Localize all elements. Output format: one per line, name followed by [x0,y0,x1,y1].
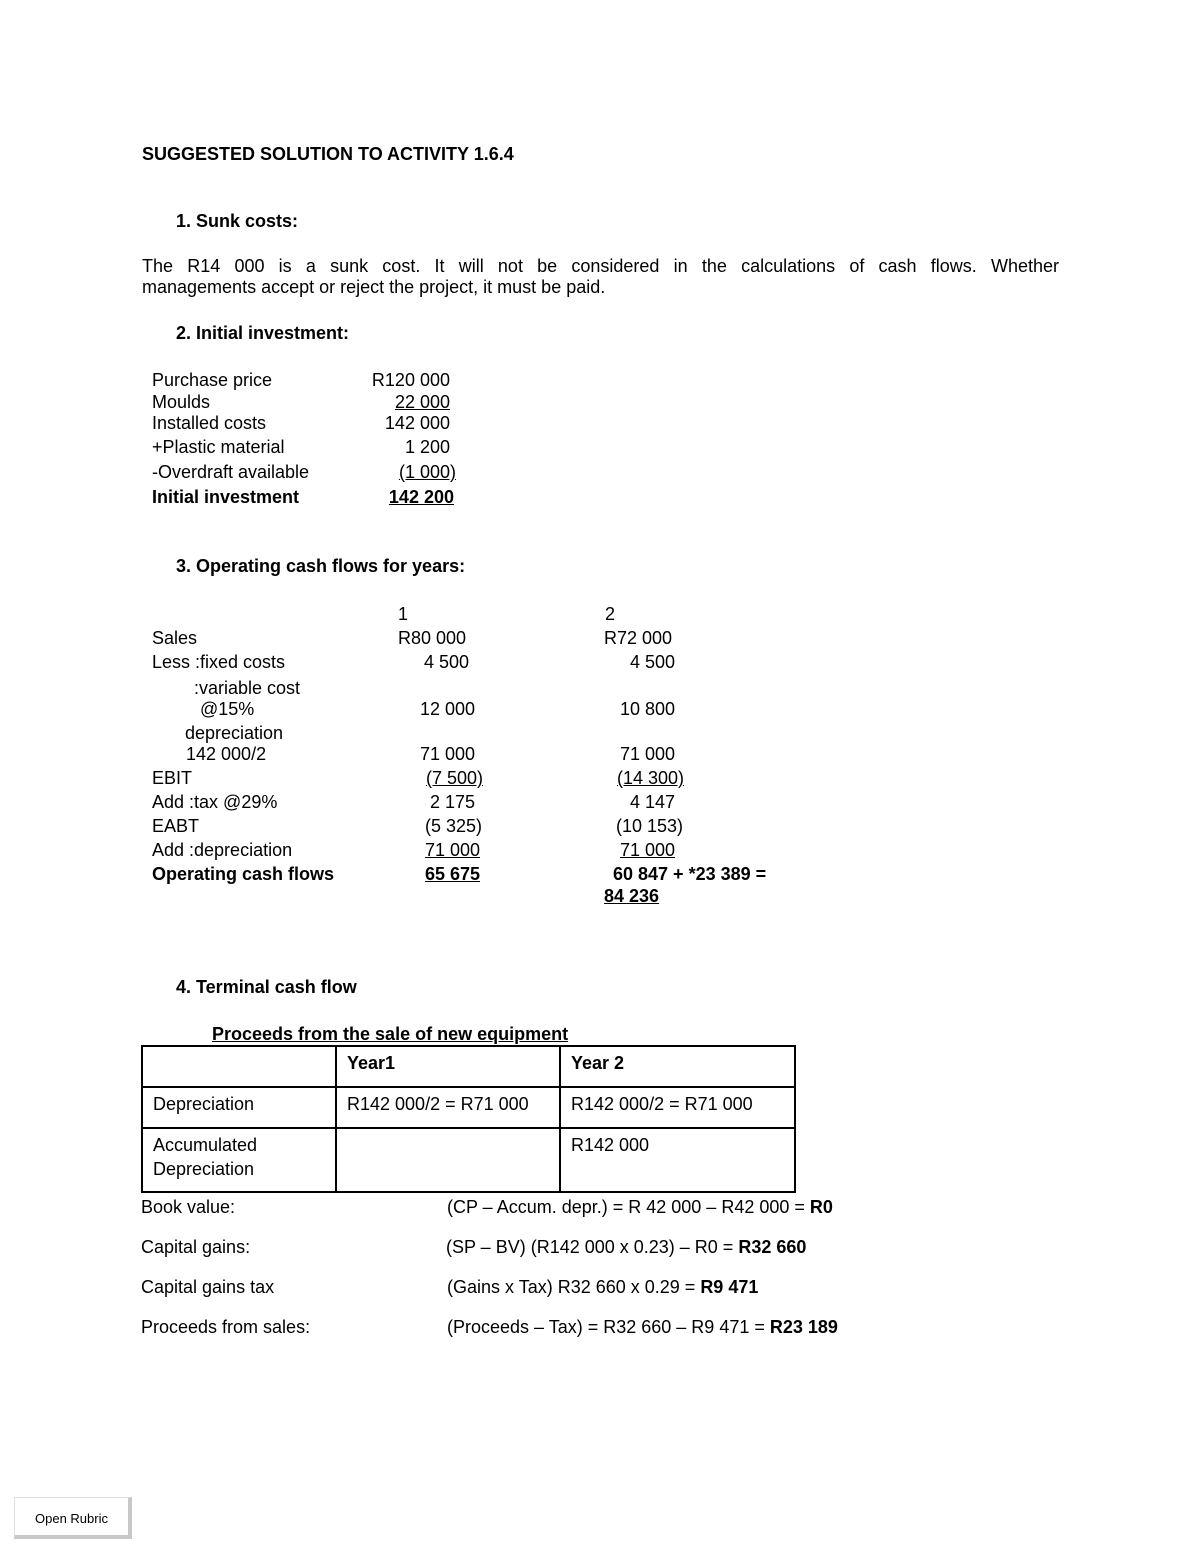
year-1-header: 1 [398,604,409,624]
ocf-y1: 71 000 [419,744,475,764]
open-rubric-button[interactable]: Open Rubric [14,1497,132,1539]
ii-label: Moulds [152,392,211,412]
table-header-cell: Year1 [336,1046,560,1087]
table-header-cell: Year 2 [560,1046,795,1087]
ocf-y2: 71 000 [619,744,675,764]
ocf-label: EBIT [152,768,193,788]
table-cell: R142 000 [560,1128,795,1192]
ocf-y2: 4 500 [629,652,675,672]
calc-label: Capital gains tax [141,1277,275,1297]
ocf-label: Sales [152,628,198,648]
ii-value: R120 000 [371,370,450,390]
ocf-total-label: Operating cash flows [152,864,335,884]
table-row [142,1046,795,1087]
ocf-label: :variable cost [194,678,301,698]
ocf-total-y2-result: 84 236 [604,886,660,906]
table-cell [336,1128,560,1192]
section-1-heading: 1. Sunk costs: [176,211,299,231]
ii-label: Purchase price [152,370,273,390]
calc-result: R9 471 [700,1277,759,1297]
ocf-label: Add :tax @29% [152,792,278,812]
ocf-y1: 4 500 [423,652,469,672]
terminal-subheading: Proceeds from the sale of new equipment [212,1024,569,1044]
ocf-y2: 4 147 [629,792,675,812]
calc-formula [447,1276,758,1298]
ii-value: 22 000 [394,392,450,412]
cell-line: Accumulated [153,1135,258,1155]
ocf-y2: R72 000 [604,628,673,648]
section-2-heading: 2. Initial investment: [176,323,350,343]
calc-expression: (Proceeds – Tax) = R32 660 – R9 471 = [447,1317,770,1337]
calc-formula [446,1236,806,1258]
table-row [142,1087,795,1128]
calc-result: R32 660 [738,1237,807,1257]
paragraph-line: managements accept or reject the project, it must be paid. [142,277,606,297]
ii-value: (1 000) [398,462,456,482]
calc-formula [447,1196,833,1218]
calc-label: Proceeds from sales: [141,1317,311,1337]
calc-result: R0 [809,1197,833,1217]
table-cell: Depreciation [142,1087,336,1128]
ii-value: 142 000 [384,413,450,433]
ocf-y2: 71 000 [619,840,675,860]
ii-label: Installed costs [152,413,267,433]
ii-label: +Plastic material [152,437,285,457]
ocf-y1: (5 325) [424,816,482,836]
table-cell: R142 000/2 = R71 000 [336,1087,560,1128]
ii-label: -Overdraft available [152,462,310,482]
ocf-label: 142 000/2 [186,744,267,764]
calc-label: Book value: [141,1197,236,1217]
ocf-y1: 71 000 [424,840,480,860]
paragraph-line: The R14 000 is a sunk cost. It will not be considered in the calculations of cash flows. Whether [142,256,1059,276]
ocf-y2: (14 300) [616,768,684,788]
year-2-header: 2 [605,604,616,624]
section-4-heading: 4. Terminal cash flow [176,977,357,997]
ocf-total-y1: 65 675 [424,864,480,884]
calc-expression: (SP – BV) (R142 000 x 0.23) – R0 = [446,1237,739,1257]
table-cell [142,1128,336,1192]
ocf-label: Add :depreciation [152,840,293,860]
table-cell [142,1046,336,1087]
table-row [142,1128,795,1192]
ocf-label: @15% [200,699,255,719]
calc-label: Capital gains: [141,1237,251,1257]
calc-expression: (CP – Accum. depr.) = R 42 000 – R42 000 = [447,1197,810,1217]
ocf-y2: 10 800 [619,699,675,719]
ocf-total-y2: 60 847 + *23 389 = [613,864,767,884]
ii-total-value: 142 200 [388,487,454,507]
section-3-heading: 3. Operating cash flows for years: [176,556,466,576]
ocf-y1: 2 175 [429,792,475,812]
ocf-label: depreciation [185,723,284,743]
ocf-y1: 12 000 [419,699,475,719]
ocf-label: EABT [152,816,200,836]
ocf-label: Less :fixed costs [152,652,286,672]
cell-line: Depreciation [153,1159,255,1179]
ocf-y1: (7 500) [425,768,483,788]
table-cell: R142 000/2 = R71 000 [560,1087,795,1128]
terminal-cash-flow-table [141,1045,796,1193]
calc-formula [447,1316,838,1338]
calc-result: R23 189 [769,1317,838,1337]
page-title: SUGGESTED SOLUTION TO ACTIVITY 1.6.4 [142,144,514,164]
ocf-y1: R80 000 [398,628,467,648]
calc-expression: (Gains x Tax) R32 660 x 0.29 = [447,1277,701,1297]
ii-value: 1 200 [404,437,450,457]
ocf-y2: (10 153) [615,816,683,836]
ii-total-label: Initial investment [152,487,300,507]
sunk-cost-paragraph [142,256,1059,298]
